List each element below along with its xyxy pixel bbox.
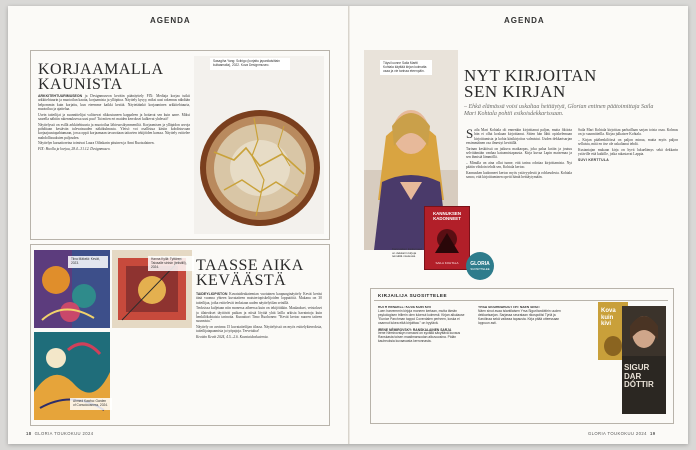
article-title-fix: KORJAAMALLA KAUNISTA [38, 61, 164, 93]
author-photo-caption: Täysi luonne Saila Martti Kohtala käyttää kirjan kolmatta osaa ja vie tarinaa eteenpäin. [380, 60, 432, 75]
kintsugi-bowl-image [194, 56, 324, 234]
page-gutter [348, 6, 350, 444]
article-title-kevat: TAASSE AIKA KEVÄÄSTÄ [196, 257, 304, 289]
article-body-kevat: TAIDEYLIOPISTON Kuvataideakatemian vuotuinen kaupunginäyttely Kevät keräsi tänä vuonna yhteen kuvataiteen maisteriopiskelijoiden lopputöitä. Mukana on 30 taiteilijaa, jotka esittelevät teoksiaan uuden näyttelytilan seinillä. Teoksissa kuljetaan niin monessa aiheessa kuin on tekijöitäkin. Maalaukset, veistokset ja tilateokset täyttävät paikan ja niistä löytää yhtä lailla arkisia havaintoja kuin henkilökohtaisia tarinoita. Kuraattori Timo Ruohonen: ”Kevät kertoo nuoren taiteen suunnista.” Näyttely on avoinna 15 kuvataiteilijan tilassa. Näyttelyissä on myös esittelykierroksia, taiteilijatapaamisia ja työpajoja. Tervetuloa! Kevään Kevät 2024, 4.5.–2.6. Kuvataideakatemia. [196, 292, 322, 340]
gloria-recommends-badge: GLORIA SUOSITTELEE [466, 252, 494, 280]
right-footer: GLORIA TOUKOKUU 2024 19 [588, 431, 656, 436]
recommends-divider [374, 300, 668, 301]
painting-left-caption: Tiina Mäkelä: Kevät, 2023. [68, 256, 108, 268]
article-body-col1: Saila Mari Kohtala oli ennenkin kirjoittanut paljon, mutta fiktiota hän ei ollut koskaan kirjoittanut. Sitten hän lähti opiskelemaan kirjoittamista ja kohta käsikirjoitus valmistui. Uuden dekkarisarjan ensimmäinen osa ilmestyi keväällä. Tarinan keskiössä on jatkuva matkaopas, joka palaa kotiin ja joutuu selvittämään vanhaa katoamistapausta. Kirja kuvaa Lapin maisemaa ja sen ihmisiä lämmöllä. – Minulla on aina ollut tunne, että tarina odottaa kirjoittamista. Nyt päätin vihdoin tehdä sen, Kohtala kertoo. Kannusken kadonneet kertoo myös ystävyydestä ja rohkeudesta. Kohtala sanoo, että kirjoittaminen opetti häntä heittäytymään. [466, 128, 572, 180]
article-body-col2: Saila Mari Kohtala kirjoittaa parhaillaan sarjan toista osaa. Kolmas on jo suunnitteilla. Kirjaa julkaisee Kohtala. – Kirjan päähenkilöissä on paljon minua, mutta myös paljon sellaista, mitä en itse ole uskaltanut tehdä. Kustantajan mukaan kirja on hyvä lukuelämys sekä dekkarin ystäville että kaikille, jotka rakastavat Lappia. SUVI KERTTULA [578, 128, 678, 163]
book-cover-kova-kuin-kivi: Kova kuin kivi [598, 302, 628, 360]
recommendation-col2: YRSA SIGURÐARDÓTTIR: NÄEN SINUT Näen sinut avaa islantilaisen Yrsa Sigurðardóttirin uuden dekkarisarjan. Sarjassa seurataan rikospoliisi Týriä ja Karólinaa sekä vaikeaa tapausta. Kirja pitää otteessaan loppuun asti. [478, 306, 561, 325]
book-cover-kannuksen: KANNUKSEN KADONNEET SAILA KOHTALA [424, 206, 470, 270]
bowl-caption: Sasagiha Yang: Scibigo (korjattu japanilaisittain kultaamalla), 2022. Kuva Designmuseo. [210, 58, 290, 70]
magazine-spread [8, 6, 688, 444]
book-cover-sigurdardottir: SIGUR DAR DÓTTIR [622, 306, 666, 414]
recommends-box-title: KIRJAILIJA SUOSITTELEE [378, 293, 448, 298]
article-body-fix: ARKKITEHTUURIMUSEON ja Designmuseon kevään päänäyttely FIX: Mediaja korjaa tutkii arkkitehtuurin ja muotoilun kautta, korjaamista ja ylläpitoa. Näyttely kysyy, miksi uusi rakennus nähdään helpommin kuin korjattu, kun eteemme kaikki kestää. Näytetäänkö korjaaminen arkkitehtuuria, muotoilua ja ajattelua. Usein taiteilijat ja suunnittelijat valitsevat rikkoutuneen kappaleen ja hoitavat sen kuin aarre. Miksi saarella nähtiin rakennuksessa uusi puu? Tai miten eri maiden kerrokset kulkevat yhdessä? Näyttelyssä on esillä arkkitehtuuria ja muotoilua lähivuosikymmeniltä. Korjaamisen ja ylläpidon arvoja pohditaan kestävän tulevaisuuden näkökulmasta. Yleisö voi osallistua käsiin kohdistuvaan korjaajuustapahtumaan, jossa oppii korjaamaan tavaroitaan taitavien tekijöiden kanssa. Näyttely esittelee mahdollisuuksien paljouden. Näyttelyn kuraattoreina toimivat Laura Oilinkarin pituinen ja Anni Ruotsalainen. FIX: Huolla ja korjaa, 28.4.–31.12. Designmuseo. [38, 94, 190, 152]
recommendation-col1: RUTH RENDELL: KOVA KUIN KIVI Luen harvemmin kirjoja moneen kertaan, mutta tämän psykologisen trillerin olen lukenut kolmesti. Kirjan alkulause ”Eunice Parchman tappoi Coverdalen perheen, koska ei osannut lukea eikä kirjoittaa.” on hyytävä. IRENE NÉMIROVSKY: RANSKALAINEN SARJA Irene Némirovskyn romaani on syvällä sävyttävä kuvaus Ranskasta toisen maailmansodan alkuvuosina. Pidän kauheuksia kuvaavasta kerronnasta. [378, 306, 465, 344]
left-footer: 18 GLORIA TOUKOKUU 2024 [26, 431, 94, 436]
painting-top-caption: Hanna Kyllä: Tyttären Taivaalle sinisin (tekstiili), 2024. [148, 256, 194, 271]
left-section-header: AGENDA [150, 16, 191, 25]
article-subtitle: – Ehkä elämässä voisi uskaltaa heittäytyä, Glorian entinen päätoimittaja Saila Mari Kohtala pohtii esikoisdekkarissaan. [464, 104, 654, 117]
book-caption: Kannusken kadonneet on dekkarin kirjoja teimällä mielessä. [392, 247, 422, 259]
painting-bottom-caption: Ahmed Kawha: Garden of Consciousness, 2024. [70, 398, 112, 410]
right-section-header: AGENDA [504, 16, 545, 25]
article-title-nyt-kirjoitan: NYT KIRJOITAN SEN KIRJAN [464, 66, 597, 101]
